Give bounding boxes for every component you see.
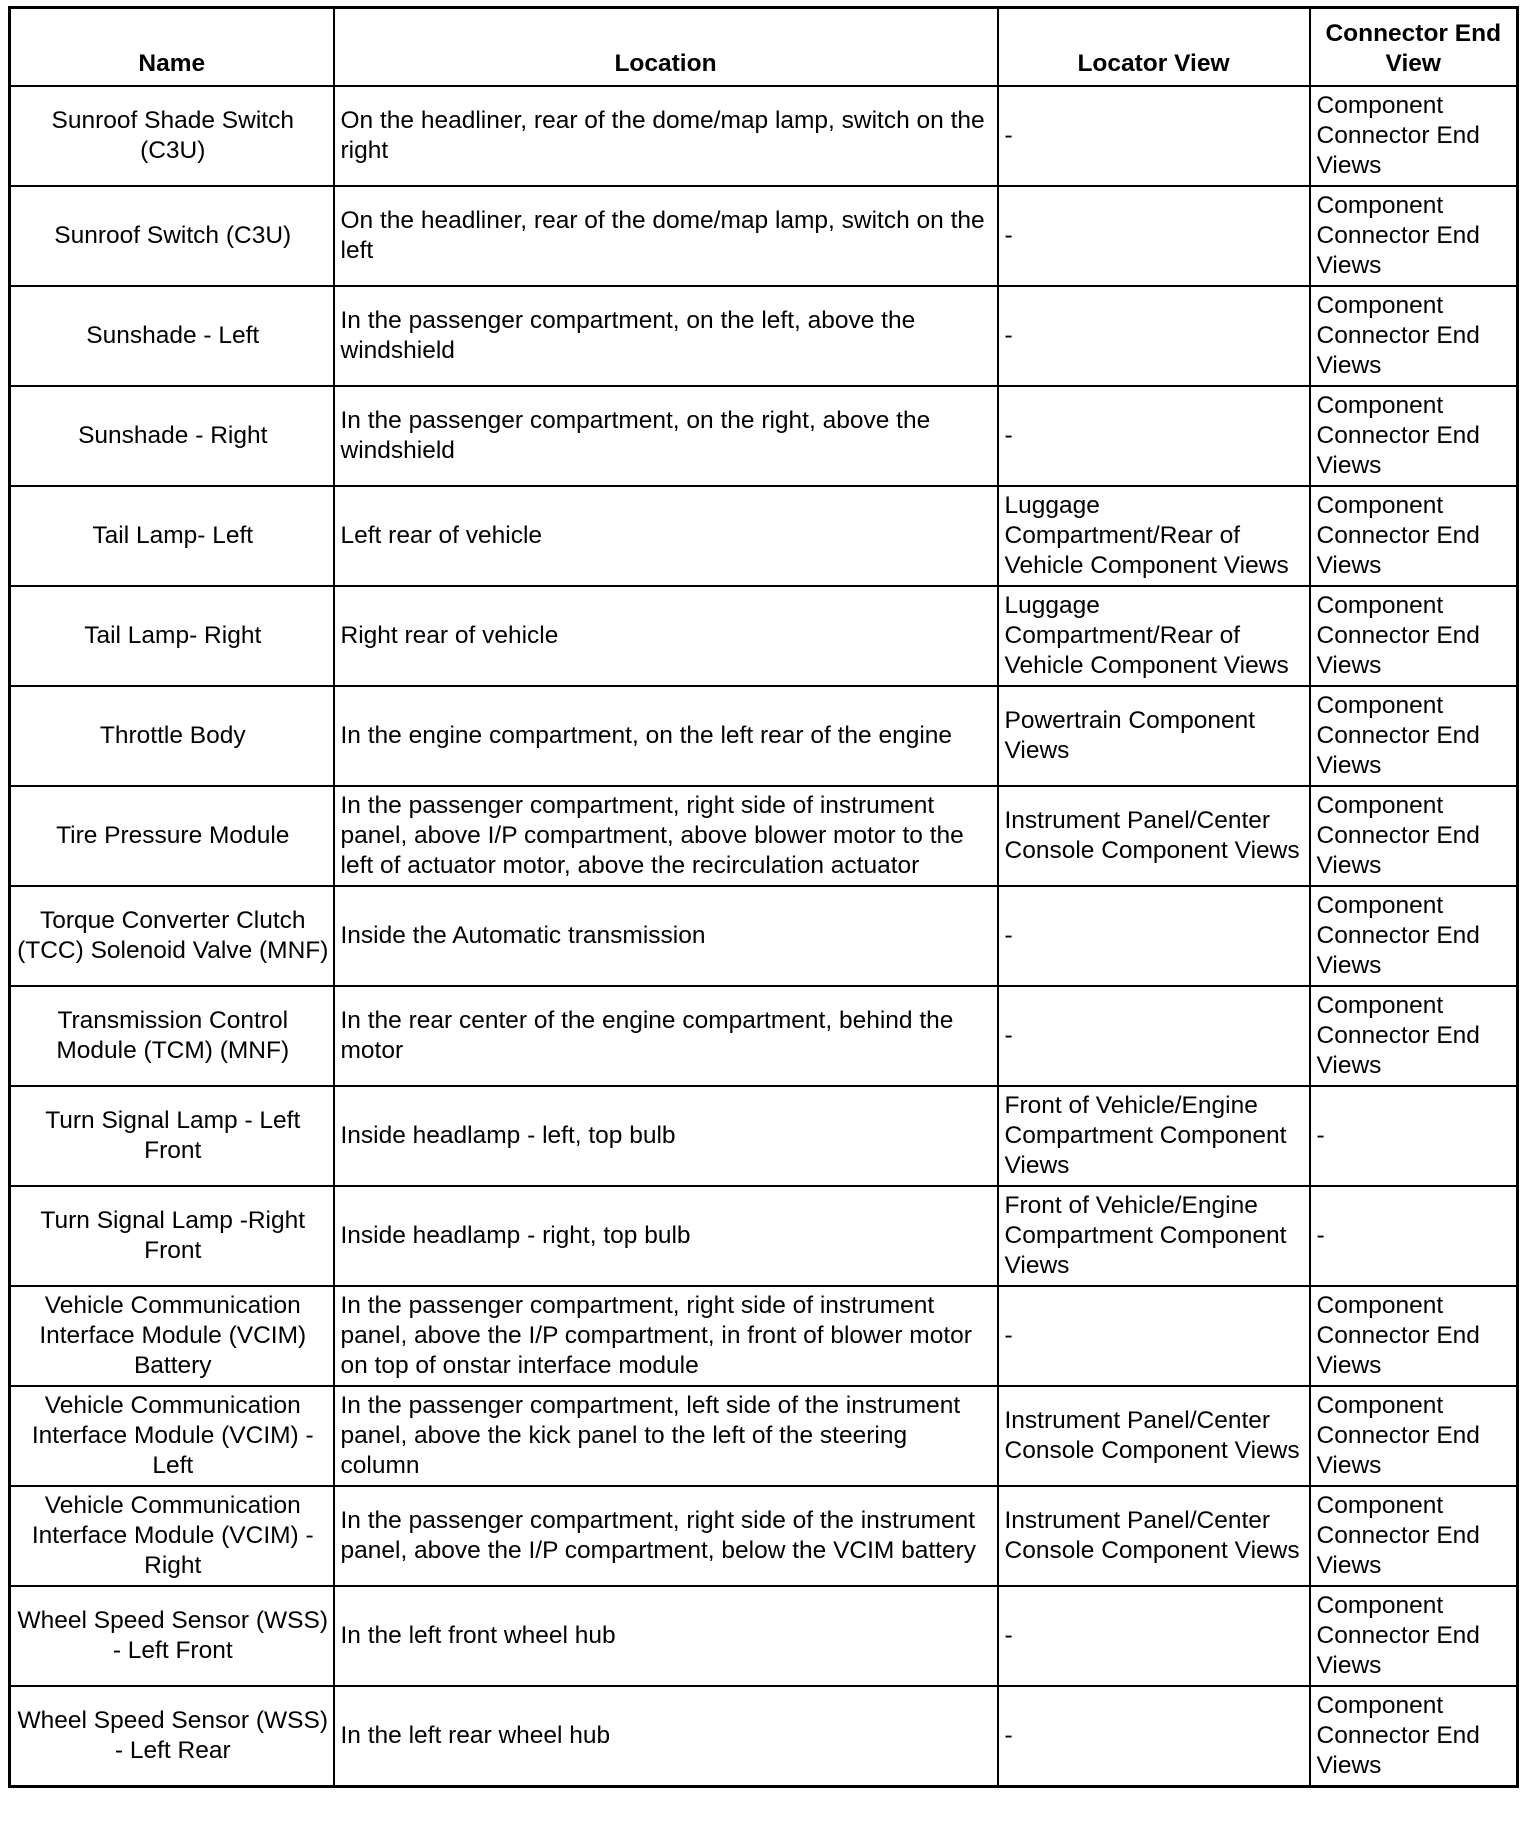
cell-connector-end-view: Component Connector End Views (1310, 686, 1518, 786)
table-row (10, 686, 1518, 786)
header-locator-view: Locator View (998, 8, 1310, 87)
cell-connector-end-view: Component Connector End Views (1310, 586, 1518, 686)
cell-connector-end-view: - (1310, 1186, 1518, 1286)
cell-name: Vehicle Communication Interface Module (VCIM) - Right (10, 1486, 334, 1586)
cell-location: In the passenger compartment, right side of instrument panel, above I/P compartment, above blower motor to the left of actuator motor, above the recirculation actuator (334, 786, 998, 886)
cell-name: Wheel Speed Sensor (WSS) - Left Rear (10, 1686, 334, 1787)
component-locator-table (8, 6, 1519, 1788)
cell-locator-view: Instrument Panel/Center Console Component Views (998, 1386, 1310, 1486)
cell-location: Right rear of vehicle (334, 586, 998, 686)
cell-location: On the headliner, rear of the dome/map lamp, switch on the left (334, 186, 998, 286)
cell-connector-end-view: Component Connector End Views (1310, 1486, 1518, 1586)
cell-name: Wheel Speed Sensor (WSS) - Left Front (10, 1586, 334, 1686)
table-row (10, 786, 1518, 886)
cell-connector-end-view: Component Connector End Views (1310, 1586, 1518, 1686)
cell-location: In the passenger compartment, right side of instrument panel, above the I/P compartment, in front of blower motor on top of onstar interface module (334, 1286, 998, 1386)
cell-name: Transmission Control Module (TCM) (MNF) (10, 986, 334, 1086)
table-row (10, 1286, 1518, 1386)
cell-location: In the left front wheel hub (334, 1586, 998, 1686)
cell-locator-view: Front of Vehicle/Engine Compartment Component Views (998, 1186, 1310, 1286)
cell-location: In the passenger compartment, on the left, above the windshield (334, 286, 998, 386)
cell-connector-end-view: Component Connector End Views (1310, 1686, 1518, 1787)
cell-locator-view: Instrument Panel/Center Console Component Views (998, 1486, 1310, 1586)
cell-locator-view: - (998, 186, 1310, 286)
cell-locator-view: - (998, 986, 1310, 1086)
cell-connector-end-view: Component Connector End Views (1310, 1286, 1518, 1386)
cell-location: In the rear center of the engine compartment, behind the motor (334, 986, 998, 1086)
cell-connector-end-view: Component Connector End Views (1310, 86, 1518, 186)
table-row (10, 1086, 1518, 1186)
cell-name: Sunroof Switch (C3U) (10, 186, 334, 286)
header-location: Location (334, 8, 998, 87)
cell-connector-end-view: Component Connector End Views (1310, 486, 1518, 586)
cell-location: Inside headlamp - right, top bulb (334, 1186, 998, 1286)
cell-name: Tire Pressure Module (10, 786, 334, 886)
cell-name: Throttle Body (10, 686, 334, 786)
cell-connector-end-view: Component Connector End Views (1310, 286, 1518, 386)
cell-locator-view: - (998, 1586, 1310, 1686)
cell-name: Vehicle Communication Interface Module (VCIM) Battery (10, 1286, 334, 1386)
cell-connector-end-view: Component Connector End Views (1310, 986, 1518, 1086)
cell-name: Sunshade - Left (10, 286, 334, 386)
table-row (10, 1486, 1518, 1586)
header-name: Name (10, 8, 334, 87)
cell-locator-view: Luggage Compartment/Rear of Vehicle Component Views (998, 586, 1310, 686)
cell-name: Vehicle Communication Interface Module (VCIM) - Left (10, 1386, 334, 1486)
table-row (10, 986, 1518, 1086)
cell-connector-end-view: Component Connector End Views (1310, 786, 1518, 886)
table-row (10, 586, 1518, 686)
cell-connector-end-view: Component Connector End Views (1310, 1386, 1518, 1486)
cell-locator-view: - (998, 1286, 1310, 1386)
cell-locator-view: - (998, 1686, 1310, 1787)
table-row (10, 486, 1518, 586)
table-row (10, 1586, 1518, 1686)
cell-locator-view: - (998, 386, 1310, 486)
cell-locator-view: Luggage Compartment/Rear of Vehicle Component Views (998, 486, 1310, 586)
header-row (10, 8, 1518, 87)
cell-location: In the passenger compartment, on the right, above the windshield (334, 386, 998, 486)
header-connector-end-view: Connector End View (1310, 8, 1518, 87)
cell-location: In the left rear wheel hub (334, 1686, 998, 1787)
table-row (10, 286, 1518, 386)
cell-locator-view: Front of Vehicle/Engine Compartment Component Views (998, 1086, 1310, 1186)
table-row (10, 386, 1518, 486)
cell-name: Sunshade - Right (10, 386, 334, 486)
cell-name: Tail Lamp- Right (10, 586, 334, 686)
cell-location: Left rear of vehicle (334, 486, 998, 586)
cell-locator-view: Powertrain Component Views (998, 686, 1310, 786)
table-row (10, 1686, 1518, 1787)
cell-location: In the passenger compartment, right side of the instrument panel, above the I/P compartment, below the VCIM battery (334, 1486, 998, 1586)
cell-name: Turn Signal Lamp - Left Front (10, 1086, 334, 1186)
cell-location: In the engine compartment, on the left rear of the engine (334, 686, 998, 786)
cell-locator-view: Instrument Panel/Center Console Component Views (998, 786, 1310, 886)
cell-locator-view: - (998, 886, 1310, 986)
cell-name: Torque Converter Clutch (TCC) Solenoid Valve (MNF) (10, 886, 334, 986)
cell-locator-view: - (998, 286, 1310, 386)
cell-location: In the passenger compartment, left side of the instrument panel, above the kick panel to the left of the steering column (334, 1386, 998, 1486)
cell-name: Sunroof Shade Switch (C3U) (10, 86, 334, 186)
cell-connector-end-view: Component Connector End Views (1310, 186, 1518, 286)
table-row (10, 1386, 1518, 1486)
cell-connector-end-view: - (1310, 1086, 1518, 1186)
cell-location: On the headliner, rear of the dome/map lamp, switch on the right (334, 86, 998, 186)
cell-name: Tail Lamp- Left (10, 486, 334, 586)
cell-name: Turn Signal Lamp -Right Front (10, 1186, 334, 1286)
table-row (10, 186, 1518, 286)
table-row (10, 886, 1518, 986)
table-row (10, 1186, 1518, 1286)
cell-connector-end-view: Component Connector End Views (1310, 886, 1518, 986)
cell-location: Inside headlamp - left, top bulb (334, 1086, 998, 1186)
cell-location: Inside the Automatic transmission (334, 886, 998, 986)
table-row (10, 86, 1518, 186)
cell-connector-end-view: Component Connector End Views (1310, 386, 1518, 486)
cell-locator-view: - (998, 86, 1310, 186)
